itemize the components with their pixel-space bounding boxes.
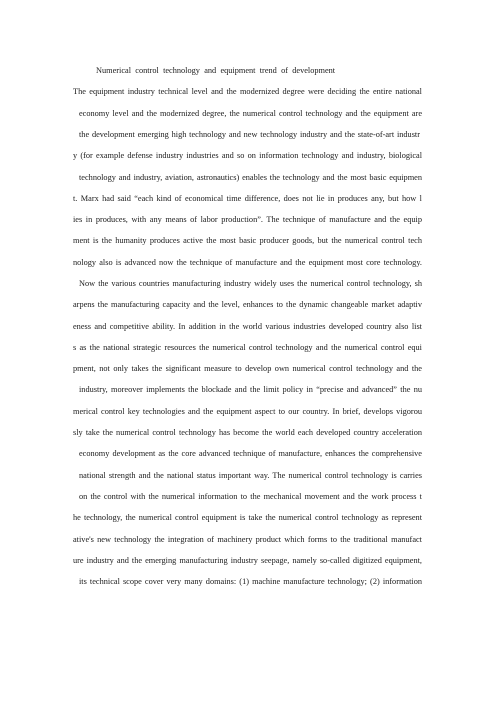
paragraph-line: on the control with the numerical information to the mechanical movement and the work process t xyxy=(79,492,422,501)
paragraph-line: economy development as the core advanced technique of manufacture, enhances the comprehensive xyxy=(79,449,422,458)
paragraph-line: The equipment industry technical level and the modernized degree were deciding the entire national xyxy=(73,87,422,96)
paragraph-line: industry, moreover implements the blockade and the limit policy in “precise and advanced” the nu xyxy=(79,385,422,394)
paragraph-line: t. Marx had said “each kind of economical time difference, does not lie in produces any, but how l xyxy=(73,194,422,203)
paragraph-line: its technical scope cover very many domains: (1) machine manufacture technology; (2) information xyxy=(79,577,422,586)
paragraph-line: national strength and the national status important way. The numerical control technology is carries xyxy=(79,471,422,480)
paragraph-line: ative's new technology the integration of machinery product which forms to the traditional manufact xyxy=(73,535,422,544)
paragraph-line: the development emerging high technology and new technology industry and the state-of-art industr xyxy=(79,130,420,139)
paragraph-line: arpens the manufacturing capacity and the level, enhances to the dynamic changeable market adaptiv xyxy=(73,300,422,309)
paragraph-line: eness and competitive ability. In addition in the world various industries developed country also list xyxy=(73,322,422,331)
paragraph-line: ure industry and the emerging manufacturing industry seepage, namely so-called digitized equipment, xyxy=(73,556,422,565)
document-title: Numerical control technology and equipment trend of development xyxy=(96,66,336,75)
paragraph-line: pment, not only takes the significant measure to develop own numerical control technology and the xyxy=(73,364,422,373)
paragraph-line: ies in produces, with any means of labor production”. The technique of manufacture and the equip xyxy=(73,215,422,224)
paragraph-line: merical control key technologies and the equipment aspect to our country. In brief, develops vigorou xyxy=(73,407,422,416)
paragraph-line: Now the various countries manufacturing industry widely uses the numerical control technology, sh xyxy=(79,279,422,288)
paragraph-line: technology and industry, aviation, astronautics) enables the technology and the most basic equipmen xyxy=(79,173,422,182)
paragraph-line: economy level and the modernized degree, the numerical control technology and the equipment are xyxy=(79,109,422,118)
paragraph-line: y (for example defense industry industries and so on information technology and industry, biological xyxy=(73,151,422,160)
paragraph-line: he technology, the numerical control equipment is take the numerical control technology as represent xyxy=(73,513,422,522)
paragraph-line: sly take the numerical control technology has become the world each developed country acceleration xyxy=(73,428,422,437)
paragraph-line: ment is the humanity produces active the most basic producer goods, but the numerical control tech xyxy=(73,236,422,245)
paragraph-line: s as the national strategic resources the numerical control technology and the numerical control equi xyxy=(73,343,422,352)
paragraph-line: nology also is advanced now the technique of manufacture and the equipment most core technology. xyxy=(73,258,422,267)
